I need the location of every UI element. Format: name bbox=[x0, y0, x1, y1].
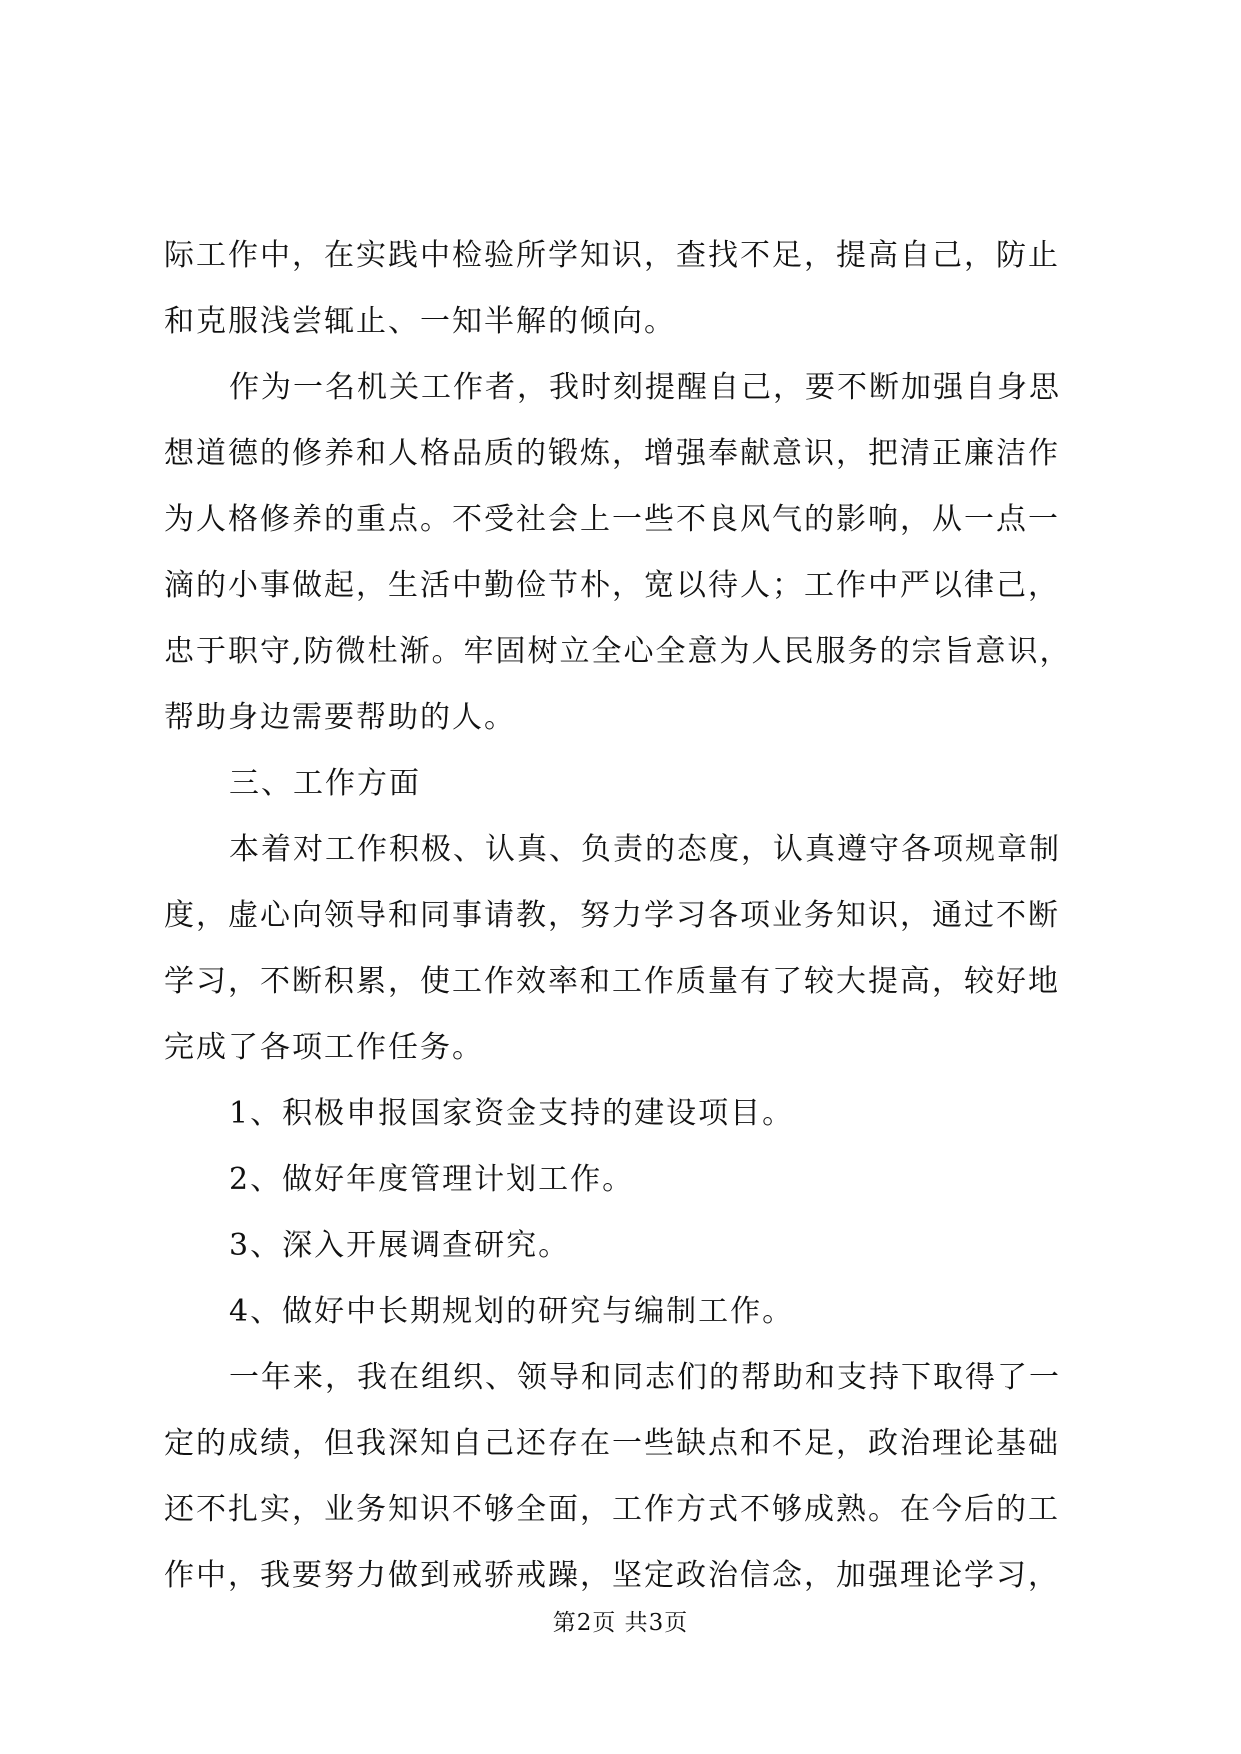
text-line: 三、工作方面 bbox=[229, 766, 421, 801]
text-line: 度，虚心向领导和同事请教，努力学习各项业务知识，通过不断 bbox=[164, 898, 1060, 933]
body-text bbox=[164, 223, 1079, 1609]
text-line: 4、做好中长期规划的研究与编制工作。 bbox=[229, 1294, 795, 1329]
text-line: 2、做好年度管理计划工作。 bbox=[229, 1162, 635, 1197]
text-line: 还不扎实，业务知识不够全面，工作方式不够成熟。在今后的工 bbox=[164, 1492, 1060, 1527]
text-line: 本着对工作积极、认真、负责的态度，认真遵守各项规章制 bbox=[229, 832, 1061, 867]
text-line: 学习，不断积累，使工作效率和工作质量有了较大提高，较好地 bbox=[164, 964, 1060, 999]
text-line: 完成了各项工作任务。 bbox=[164, 1030, 484, 1065]
text-line: 作中，我要努力做到戒骄戒躁，坚定政治信念，加强理论学习， bbox=[164, 1558, 1060, 1593]
text-line: 1、积极申报国家资金支持的建设项目。 bbox=[229, 1096, 795, 1131]
text-line: 和克服浅尝辄止、一知半解的倾向。 bbox=[164, 304, 676, 339]
text-line: 想道德的修养和人格品质的锻炼，增强奉献意识，把清正廉洁作 bbox=[164, 436, 1060, 471]
text-line: 为人格修养的重点。不受社会上一些不良风气的影响，从一点一 bbox=[164, 502, 1060, 537]
text-line: 忠于职守,防微杜渐。牢固树立全心全意为人民服务的宗旨意识， bbox=[164, 634, 1072, 669]
text-line: 滴的小事做起，生活中勤俭节朴，宽以待人；工作中严以律己， bbox=[164, 568, 1060, 603]
text-line: 际工作中，在实践中检验所学知识，查找不足，提高自己，防止 bbox=[164, 238, 1060, 273]
text-line: 定的成绩，但我深知自己还存在一些缺点和不足，政治理论基础 bbox=[164, 1426, 1060, 1461]
text-line: 3、深入开展调查研究。 bbox=[229, 1228, 571, 1263]
text-line: 帮助身边需要帮助的人。 bbox=[164, 700, 516, 735]
page-footer: 第2页 共3页 bbox=[552, 1610, 689, 1636]
text-line: 作为一名机关工作者，我时刻提醒自己，要不断加强自身思 bbox=[229, 370, 1061, 405]
text-line: 一年来，我在组织、领导和同志们的帮助和支持下取得了一 bbox=[229, 1360, 1061, 1395]
